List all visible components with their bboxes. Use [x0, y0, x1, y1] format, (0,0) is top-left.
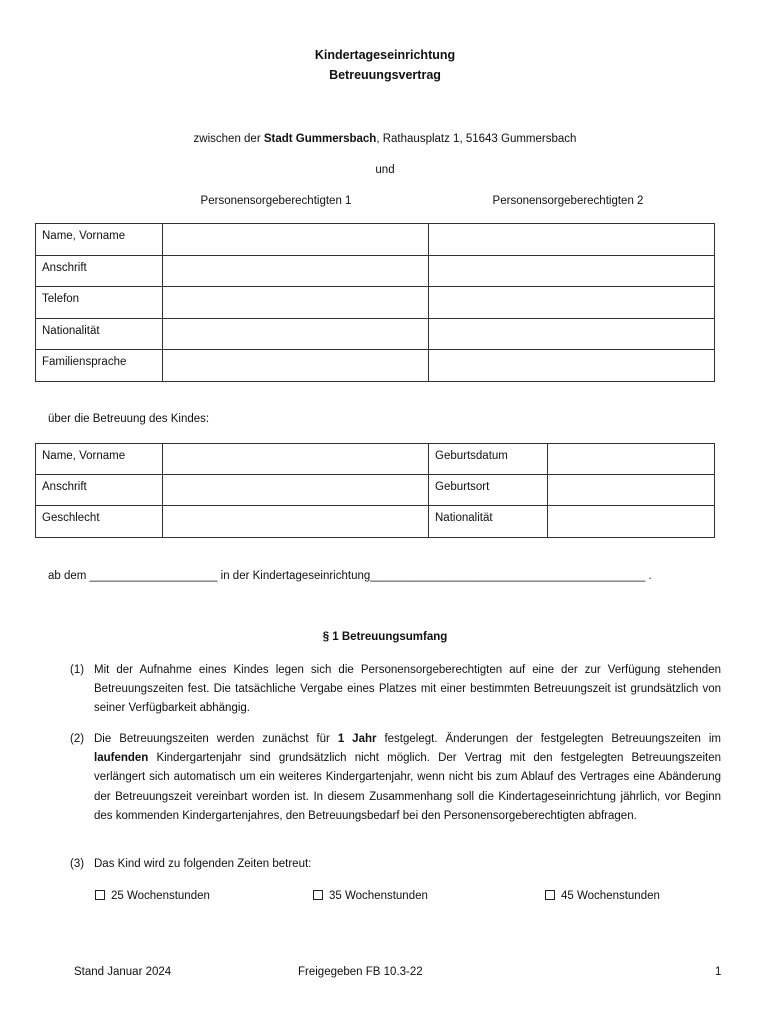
- table-row: [36, 256, 715, 287]
- item-2-part-2: festgelegt. Änderungen der festgelegten Betreuungszeiten im: [376, 733, 721, 745]
- table-row: [36, 475, 715, 506]
- between-prefix: zwischen der: [193, 133, 264, 145]
- page-number: 1: [715, 966, 722, 978]
- footer-date: Stand Januar 2024: [74, 966, 172, 978]
- item-3-text: Das Kind wird zu folgenden Zeiten betreut:: [94, 858, 312, 870]
- table-row: [36, 444, 715, 475]
- row-label: Name, Vorname: [36, 444, 163, 475]
- table-row: [36, 224, 715, 256]
- option-35-hours[interactable]: [313, 890, 428, 902]
- city-name: Stadt Gummersbach: [263, 133, 377, 145]
- row-label: Name, Vorname: [36, 224, 163, 256]
- row-label: Geschlecht: [36, 506, 163, 538]
- row-label: Anschrift: [36, 475, 163, 506]
- item-number: (2): [70, 733, 85, 745]
- city-address: , Rathausplatz 1, 51643 Gummersbach: [376, 133, 577, 145]
- child-intro: über die Betreuung des Kindes:: [48, 413, 210, 425]
- row-label: Geburtsort: [429, 475, 548, 506]
- checkbox-icon[interactable]: [95, 890, 105, 900]
- item-number: (1): [70, 664, 85, 676]
- guardian-1-label: Personensorgeberechtigten 1: [200, 195, 352, 207]
- option-label: 45 Wochenstunden: [561, 890, 660, 902]
- option-25-hours[interactable]: [95, 890, 210, 902]
- guardian-1-address-field[interactable]: [163, 256, 429, 287]
- guardian-2-language-field[interactable]: [429, 350, 715, 382]
- guardian-1-phone-field[interactable]: [163, 287, 429, 319]
- guardian-2-phone-field[interactable]: [429, 287, 715, 319]
- child-birthdate-field[interactable]: [548, 444, 715, 475]
- child-birthplace-field[interactable]: [548, 475, 715, 506]
- option-label: 25 Wochenstunden: [111, 890, 210, 902]
- option-45-hours[interactable]: [545, 890, 660, 902]
- guardian-2-label: Personensorgeberechtigten 2: [492, 195, 644, 207]
- between-line: [0, 133, 770, 145]
- row-label: Nationalität: [36, 319, 163, 350]
- child-nationality-field[interactable]: [548, 506, 715, 538]
- row-label: Geburtsdatum: [429, 444, 548, 475]
- checkbox-icon[interactable]: [313, 890, 323, 900]
- title-line-2: Betreuungsvertrag: [329, 68, 441, 82]
- item-number: (3): [70, 858, 85, 870]
- guardian-2-name-field[interactable]: [429, 224, 715, 256]
- and-word: und: [375, 164, 395, 176]
- guardian-1-nationality-field[interactable]: [163, 319, 429, 350]
- item-2-bold-2: laufenden: [94, 752, 149, 765]
- child-address-field[interactable]: [163, 475, 429, 506]
- row-label: Telefon: [36, 287, 163, 319]
- table-row: [36, 319, 715, 350]
- item-2-bold-1: 1 Jahr: [337, 733, 377, 745]
- table-row: [36, 350, 715, 382]
- item-1-text: Mit der Aufnahme eines Kindes legen sich die Personensorgeberechtigten auf eine der zur Verfügung stehenden Betreuungszeiten fest. Die tatsächliche Vergabe eines Platzes mit einer bestimmten Betreuungszeit ist grundsätzlich von seiner Verfügbarkeit abhängig.: [94, 664, 721, 715]
- guardian-2-nationality-field[interactable]: [429, 319, 715, 350]
- row-label: Anschrift: [36, 256, 163, 287]
- table-row: [36, 287, 715, 319]
- guardian-1-language-field[interactable]: [163, 350, 429, 382]
- guardian-1-name-field[interactable]: [163, 224, 429, 256]
- row-label: Familiensprache: [36, 350, 163, 382]
- guardian-2-address-field[interactable]: [429, 256, 715, 287]
- row-label: Nationalität: [429, 506, 548, 538]
- item-2-part-1: Die Betreuungszeiten werden zunächst für: [94, 733, 338, 745]
- document-title: [0, 45, 770, 85]
- child-table: [35, 443, 715, 538]
- section-1-heading: § 1 Betreuungsumfang: [322, 631, 448, 643]
- option-label: 35 Wochenstunden: [329, 890, 428, 902]
- table-row: [36, 506, 715, 538]
- checkbox-icon[interactable]: [545, 890, 555, 900]
- footer-approval: Freigegeben FB 10.3-22: [298, 966, 423, 978]
- title-line-1: Kindertageseinrichtung: [314, 48, 456, 62]
- child-name-field[interactable]: [163, 444, 429, 475]
- start-date-line[interactable]: ab dem ____________________ in der Kindertageseinrichtung___________________________________________ .: [48, 570, 652, 582]
- item-2-part-3: Kindergartenjahr sind grundsätzlich nicht möglich. Der Vertrag mit den festgelegten Betreuungszeiten verlängert sich automatisch um ein weiteres Kindergartenjahr, wenn nicht bis zum Ablauf des Vertrages eine Abänderung der Betreuungszeit vereinbart worden ist. In diesem Zusammenhang soll die Kindertageseinrichtung jährlich, vor Beginn des kommenden Kindergartenjahres, den Betreuungsbedarf bei den Personensorgeberechtigten abfragen.: [94, 752, 721, 822]
- item-2-text: [94, 730, 721, 826]
- guardian-table: [35, 223, 715, 382]
- child-gender-field[interactable]: [163, 506, 429, 538]
